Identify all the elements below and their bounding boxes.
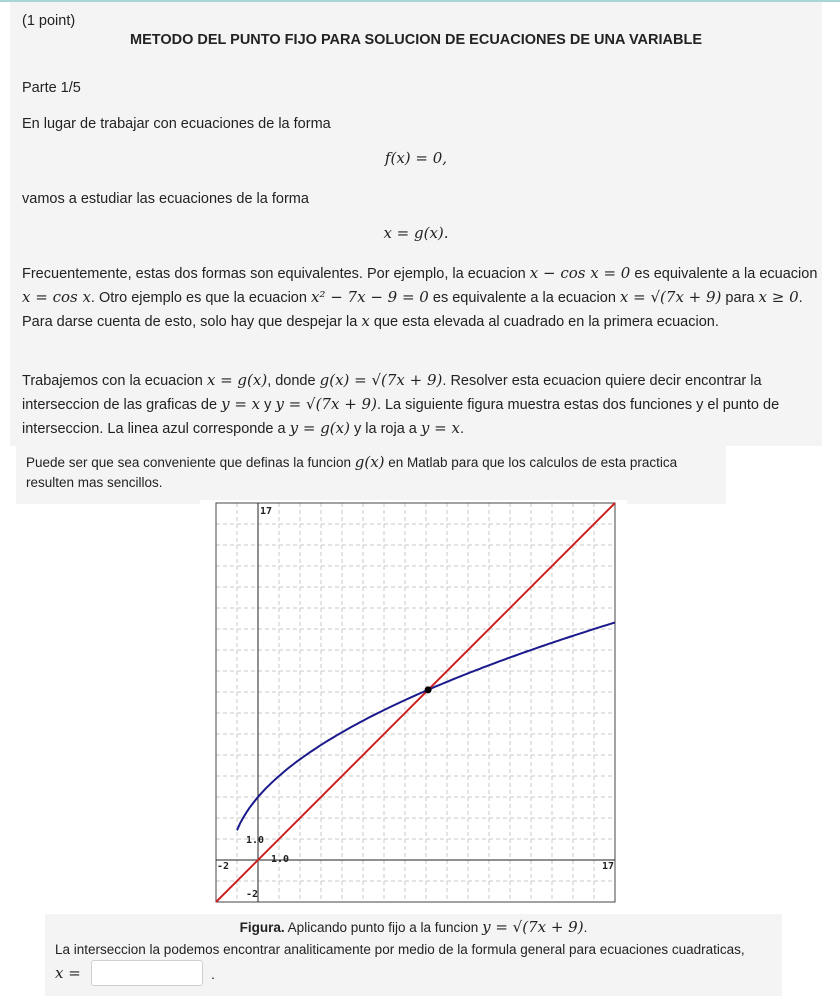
tick-label-x-right: 17	[601, 861, 614, 872]
intersection-point	[425, 686, 432, 693]
study-text: vamos a estudiar las ecuaciones de la forma	[22, 191, 309, 207]
x-equals-label: x =	[55, 964, 81, 982]
tick-label-x-left: -2	[217, 861, 230, 872]
answer-period: .	[211, 966, 215, 982]
part-label: Parte 1/5	[22, 80, 81, 96]
answer-panel	[45, 914, 782, 996]
fixed-point-graph	[200, 500, 627, 910]
tick-label-y-bottom: -2	[246, 889, 259, 900]
equation-fx: f(x) = 0,	[384, 149, 448, 167]
intro-text: En lugar de trabajar con ecuaciones de la forma	[22, 116, 331, 132]
equation-gx: x = g(x).	[383, 224, 449, 242]
problem-title: METODO DEL PUNTO FIJO PARA SOLUCION DE ECUACIONES DE UNA VARIABLE	[130, 32, 702, 48]
tick-label-x-unit: 1.0	[271, 854, 290, 865]
hint-text: Puede ser que sea conveniente que definas la funcion g(x) en Matlab para que los calculos de esta practica resulten mas sencillos.	[26, 453, 678, 490]
paragraph-intersection: Trabajemos con la ecuacion x = g(x), donde g(x) = √(7x + 9). Resolver esta ecuacion quiere decir encontrar la interseccion de las graficas de y = x y y = √(7x + 9). La siguiente figura muestra estas dos funciones y el punto de interseccion. La linea azul corresponde a y = g(x) y la roja a y = x.	[22, 371, 780, 437]
problem-panel	[10, 2, 822, 446]
graph-svg	[200, 500, 627, 910]
tick-label-y-top: 17	[260, 506, 273, 517]
tick-label-y-unit: 1.0	[246, 835, 265, 846]
answer-input[interactable]	[91, 960, 203, 986]
matlab-hint-box	[16, 446, 726, 504]
series-y-equals-x-line	[216, 503, 615, 902]
points-label: (1 point)	[22, 13, 76, 29]
paragraph-equivalence: Frecuentemente, estas dos formas son equivalentes. Por ejemplo, la ecuacion x − cos x = 0 es equivalente a la ecuacion x = cos x. Otro ejemplo es que la ecuacion x² − 7x − 9 = 0 es equivalente a la ecuacion x = √(7x + 9) para x ≥ 0. Para darse cuenta de esto, solo hay que despejar la x que esta elevada al cuadrado en la primera ecuacion.	[22, 264, 818, 330]
figure-caption: Figura. Aplicando punto fijo a la funcion y = √(7x + 9).	[239, 918, 588, 936]
quadratic-formula-text: La interseccion la podemos encontrar analiticamente por medio de la formula general para ecuaciones cuadraticas,	[55, 942, 745, 957]
